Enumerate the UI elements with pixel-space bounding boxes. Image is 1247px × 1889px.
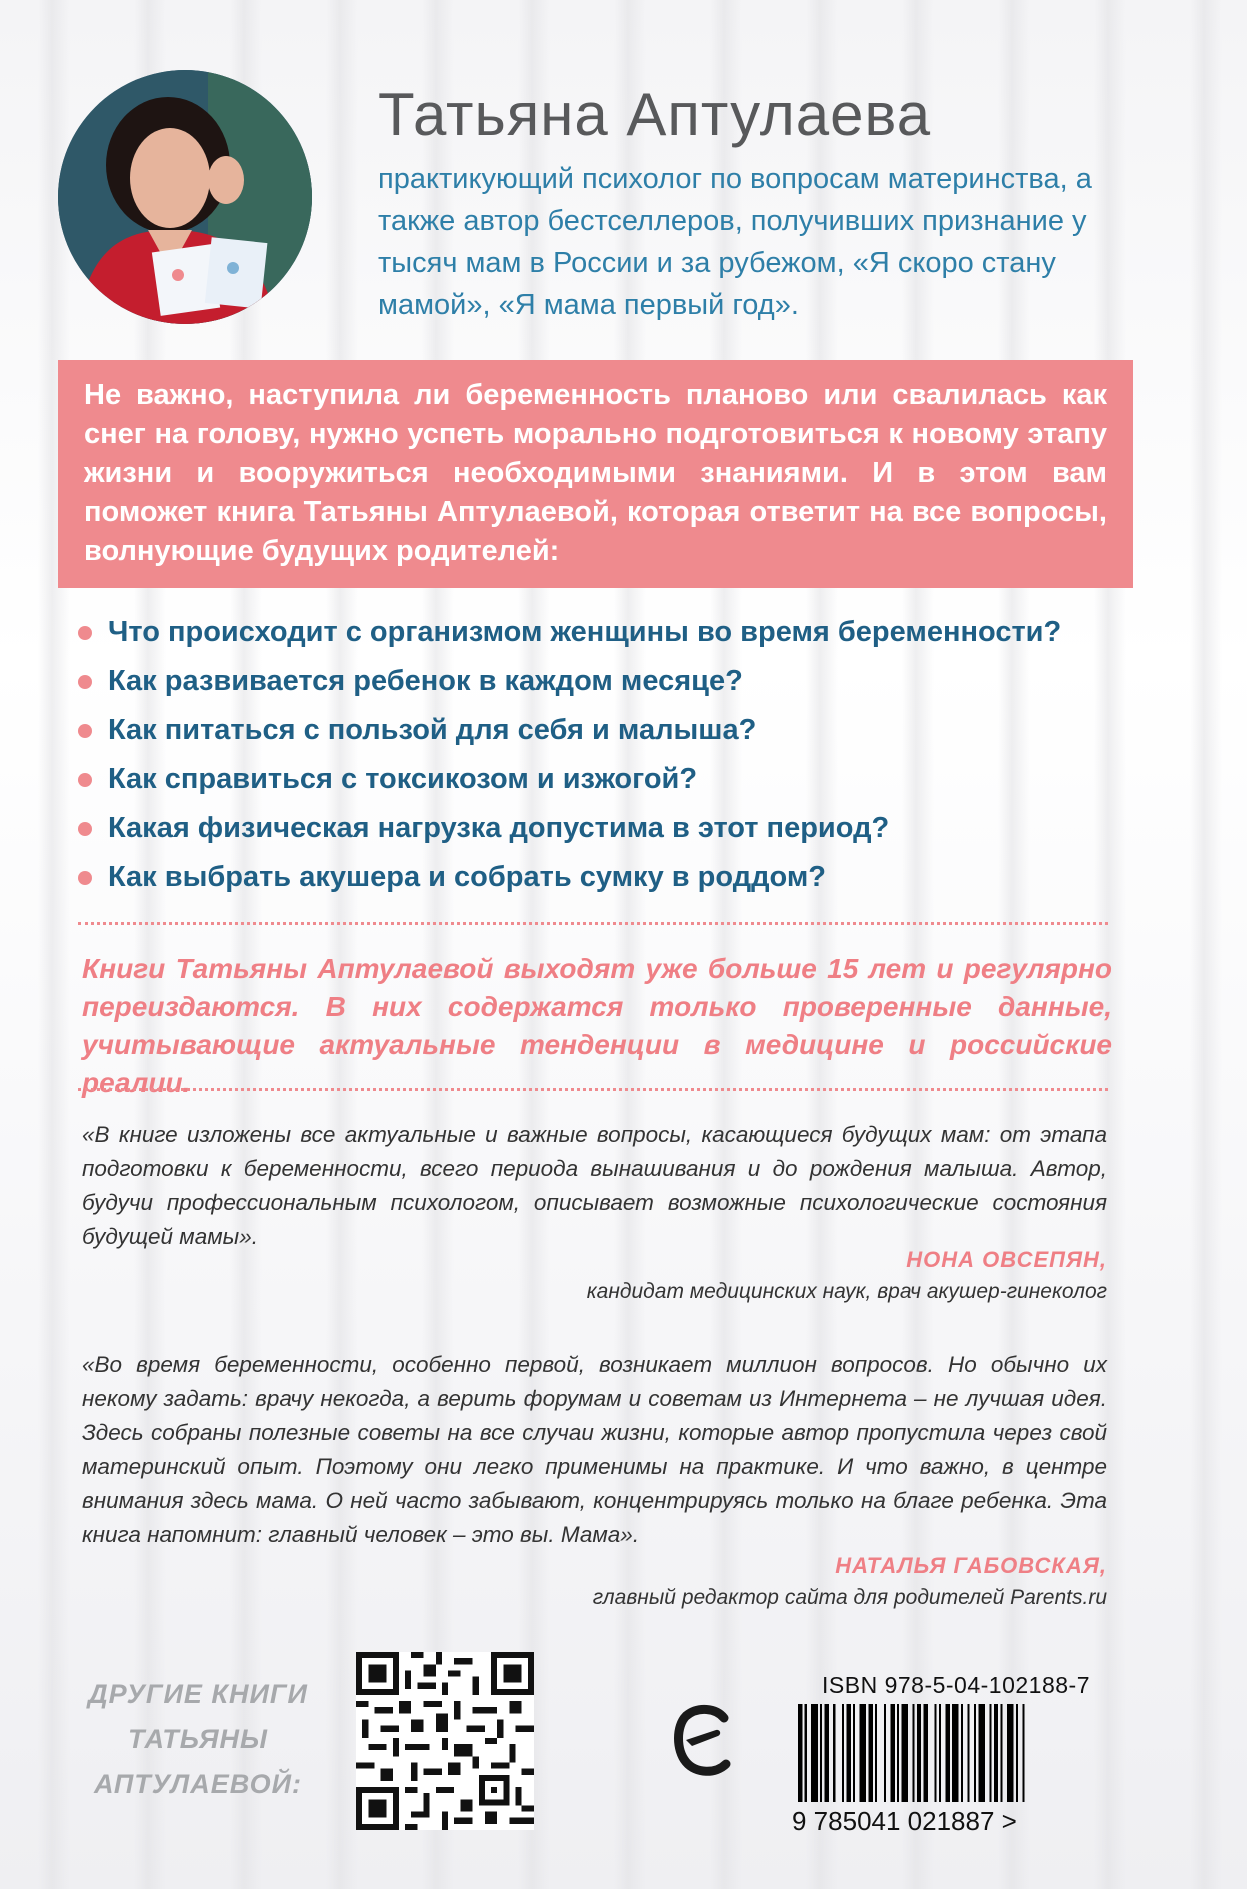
barcode-bar [842,1704,844,1802]
reviewer-name: НОНА ОВСЕПЯН, [906,1247,1107,1272]
barcode-bar [890,1704,894,1802]
bullet-icon [78,773,92,787]
qr-code-icon[interactable] [356,1652,534,1830]
barcode-bar [901,1704,908,1802]
barcode-bar [934,1704,936,1802]
question-text: Что происходит с организмом женщины во время беременности? [108,616,1062,648]
barcode-bar [1016,1704,1018,1802]
reviewer-role: кандидат медицинских наук, врач акушер-гинеколог [586,1280,1107,1303]
barcode-bar [1022,1704,1024,1802]
reviewer-block [587,1244,1107,1308]
barcode-bar [860,1704,867,1802]
highlight-text: Книги Татьяны Аптулаевой выходят уже больше 15 лет и регулярно переиздаются. В них содержатся только проверенные данные, учитывающие актуальные тенденции в медицине и российские реалии. [82,953,1112,1098]
barcode-bar [846,1704,850,1802]
barcode-bar [994,1704,998,1802]
barcode-bar [1007,1704,1014,1802]
barcode-icon [792,1704,1122,1834]
review-quote: «В книге изложены все актуальные и важные вопросы, касающиеся будущих мам: от этапа подготовки к беременности, всего периода вынашивания и до рождения малыша. Автор, будучи профессиональным психологом, описывает возможные психологические состояния будущей мамы». [82,1122,1107,1249]
barcode-bar [811,1704,818,1802]
barcode-bar [868,1704,872,1802]
review-quote: «Во время беременности, особенно первой, возникает миллион вопросов. Но обычно их некому задать: врачу некогда, а верить форумам и советам из Интернета – не лучшая идея. Здесь собраны полезные советы на все случаи жизни, которые автор пропустила через свой материнский опыт. Поэтому они легко применимы на практике. И что важно, в центре внимания здесь мама. О ней часто забывают, концентрируясь только на благе ребенка. Эта книга напомнит: главный человек – это вы. Мама». [82,1352,1107,1547]
barcode-bar [967,1704,969,1802]
list-item [78,706,1158,755]
barcode-bar [897,1704,899,1802]
barcode-bar [917,1704,921,1802]
barcode-bar [961,1704,963,1802]
barcode-bar [1000,1704,1002,1802]
barcode-bar [833,1704,835,1802]
barcode-bar [978,1704,985,1802]
isbn-label: ISBN 978-5-04-102188-7 [822,1672,1090,1698]
other-books-label: ДРУГИЕ КНИГИ ТАТЬЯНЫ АПТУЛАЕВОЙ: [88,1679,308,1799]
question-text: Как выбрать акушера и собрать сумку в роддом? [108,861,827,893]
bullet-icon [78,822,92,836]
intro-text: Не важно, наступила ли беременность планово или свалилась как снег на голову, нужно успеть морально подготовиться к новому этапу жизни и вооружиться необходимыми знаниями. И в этом вам поможет книга Татьяны Аптулаевой, которая ответит на все вопросы, волнующие будущих родителей: [84,379,1107,567]
barcode-digits: 9 785041 021887 > [792,1806,1017,1834]
author-portrait [58,70,312,324]
dotted-divider [78,922,1108,925]
bullet-icon [78,871,92,885]
barcode-bar [820,1704,822,1802]
barcode-bar [875,1704,877,1802]
barcode-bar [824,1704,828,1802]
barcode-bar [923,1704,927,1802]
question-text: Как развивается ребенок в каждом месяце? [108,665,743,697]
barcode-bar [884,1704,886,1802]
dotted-divider [78,1088,1108,1091]
list-item [78,804,1158,853]
question-text: Какая физическая нагрузка допустима в этот период? [108,812,890,844]
list-item [78,853,1158,902]
author-bio: практикующий психолог по вопросам материнства, а также автор бестселлеров, получивших признание у тысяч мам в России и за рубежом, «Я скоро стану мамой», «Я мама первый год». [378,163,1092,321]
barcode-bar [939,1704,941,1802]
bullet-icon [78,675,92,689]
barcode-bar [853,1704,855,1802]
barcode-bar [952,1704,959,1802]
question-list [78,608,1158,902]
barcode-bar [805,1704,807,1802]
list-item [78,657,1158,706]
list-item [78,608,1158,657]
reviewer-block [593,1550,1107,1614]
publisher-logo-icon [672,1700,736,1780]
barcode-bar [945,1704,949,1802]
barcode-bar [974,1704,976,1802]
author-photo-icon [58,70,312,324]
list-item [78,755,1158,804]
question-text: Как справиться с токсикозом и изжогой? [108,763,698,795]
reviewer-role: главный редактор сайта для родителей Parents.ru [592,1586,1107,1609]
reviewer-name: НАТАЛЬЯ ГАБОВСКАЯ, [835,1553,1107,1578]
barcode-bar [989,1704,991,1802]
bullet-icon [78,724,92,738]
question-text: Как питаться с пользой для себя и малыша? [108,714,757,746]
barcode-bar [798,1704,802,1802]
bullet-icon [78,626,92,640]
intro-box [58,360,1133,588]
author-name: Татьяна Аптулаева [378,81,932,148]
barcode-bar [912,1704,914,1802]
